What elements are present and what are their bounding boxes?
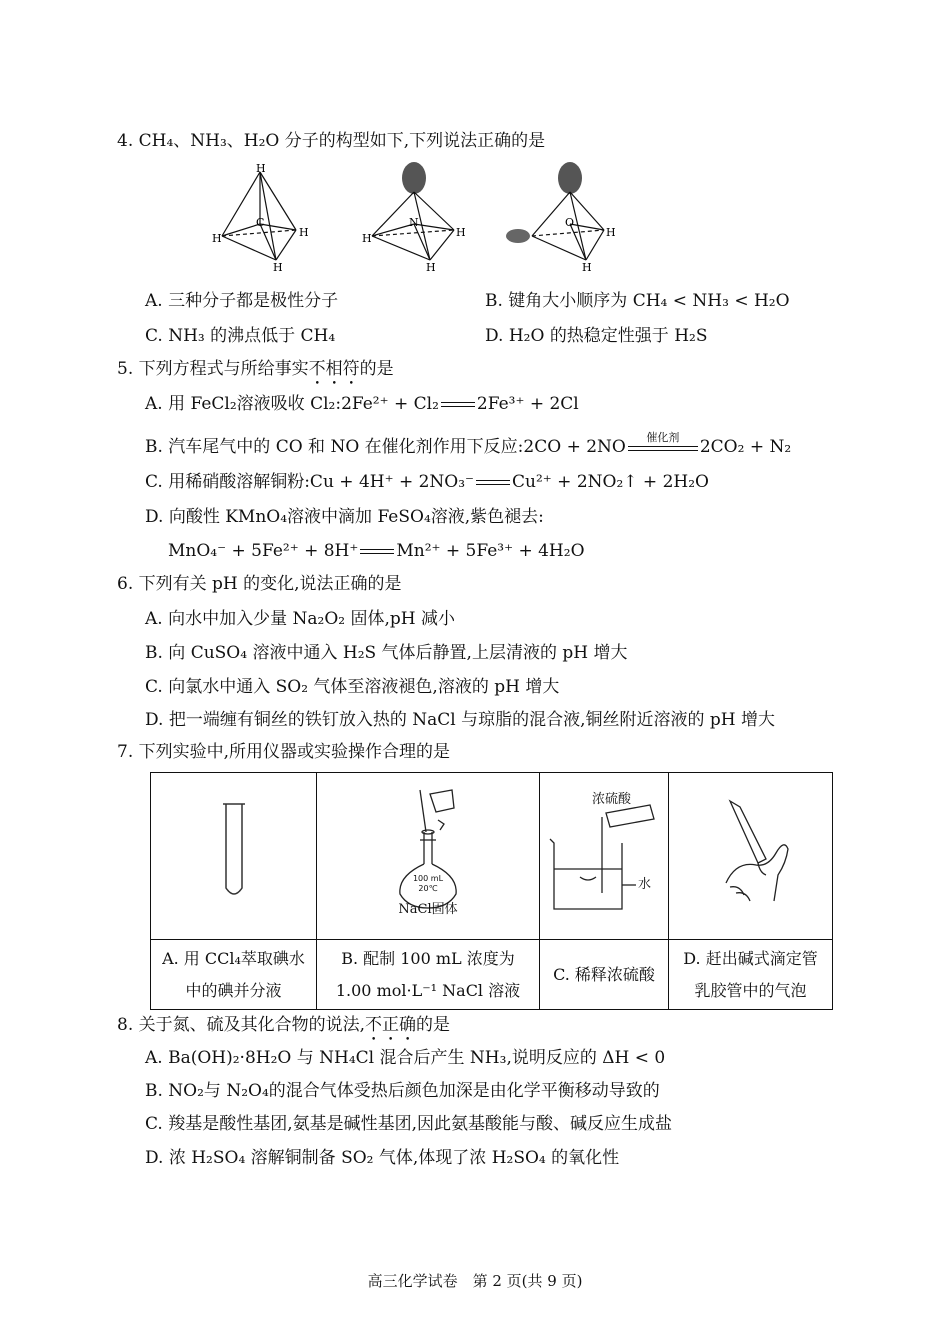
q6-option-b: B. 向 CuSO₄ 溶液中通入 H₂S 气体后静置,上层清液的 pH 增大 [145,643,628,663]
q8-option-d: D. 浓 H₂SO₄ 溶解铜制备 SO₂ 气体,体现了浓 H₂SO₄ 的氧化性 [145,1148,620,1168]
q5-option-a [145,393,579,415]
cell-text-b [317,940,540,1010]
q7-stem: 7. 下列实验中,所用仪器或实验操作合理的是 [117,742,451,762]
q6-stem: 6. 下列有关 pH 的变化,说法正确的是 [117,574,402,594]
q5-stem-emphasis: 不相符 [308,359,360,379]
equals-sign [441,399,475,411]
nacl-solid-label: NaCl固体 [398,902,458,917]
q5-c-products: Cu²⁺ + 2NO₂↑ + 2H₂O [512,472,709,492]
q5-option-d: D. 向酸性 KMnO₄溶液中滴加 FeSO₄溶液,紫色褪去: [145,507,544,527]
h2o-h-bottom: H [582,261,592,274]
catalyst-label: 催化剂 [646,430,680,444]
cell-image-c [540,773,669,940]
q4-option-d: D. H₂O 的热稳定性强于 H₂S [485,326,708,346]
q5-option-d-equation [168,540,585,562]
q5-b-products: 2CO₂ + N₂ [699,437,792,457]
volumetric-flask-icon [368,786,488,916]
cell-image-a [151,773,317,940]
q6-option-c: C. 向氯水中通入 SO₂ 气体至溶液褪色,溶液的 pH 增大 [145,677,560,697]
q8-option-c: C. 羧基是酸性基团,氨基是碱性基团,因此氨基酸能与酸、碱反应生成盐 [145,1114,673,1134]
cell-a-line2: 中的碘并分液 [185,980,282,1000]
cell-text-c: C. 稀释浓硫酸 [540,940,669,1010]
catalyst-arrow [628,430,698,455]
q8-stem-pre: 8. 关于氮、硫及其化合物的说法, [117,1015,366,1035]
ch4-h-right: H [299,226,309,239]
cell-d-line1: D. 赶出碱式滴定管 [683,948,818,968]
nh3-structure [372,162,454,260]
flask-temp-label: 20℃ [418,884,438,893]
q4-stem: 4. CH₄、NH₃、H₂O 分子的构型如下,下列说法正确的是 [117,131,546,151]
flask-volume-label: 100 mL [412,874,444,883]
molecule-structures [200,158,660,278]
q8-stem-post: 的是 [416,1015,451,1035]
h2o-h-right: H [606,226,616,239]
cell-text-a [151,940,317,1010]
cell-b-line1: B. 配制 100 mL 浓度为 [341,948,515,968]
test-tube-icon [204,796,264,906]
q5-stem-post: 的是 [359,359,394,379]
q5-stem [117,358,394,389]
cell-text-d [669,940,833,1010]
burette-hand-icon [696,791,806,911]
q8-option-b: B. NO₂与 N₂O₄的混合气体受热后颜色加深是由化学平衡移动导致的 [145,1081,660,1101]
nh3-n: N [409,216,419,229]
nh3-h-bottom: H [426,261,436,274]
q8-stem-emphasis: 不正确 [365,1015,417,1035]
h2o-o: O [565,216,575,229]
cell-image-b [317,773,540,940]
water-label: 水 [638,877,652,892]
q4-option-c: C. NH₃ 的沸点低于 CH₄ [145,326,336,346]
cell-image-d [669,773,833,940]
q5-option-c [145,471,709,493]
ch4-h-top: H [256,162,266,175]
h2o-structure [506,162,604,260]
nh3-h-right: H [456,226,466,239]
ch4-h-bottom: H [273,261,283,274]
q6-option-d: D. 把一端缠有铜丝的铁钉放入热的 NaCl 与琼脂的混合液,铜丝附近溶液的 pH 增大 [145,710,776,730]
page-footer: 高三化学试卷 第 2 页(共 9 页) [367,1272,583,1290]
cell-d-line2: 乳胶管中的气泡 [694,980,807,1000]
q5-d-reactants: MnO₄⁻ + 5Fe²⁺ + 8H⁺ [168,541,359,561]
cell-b-line2: 1.00 mol·L⁻¹ NaCl 溶液 [335,980,521,1000]
nh3-h-left: H [362,232,372,245]
q5-stem-pre: 5. 下列方程式与所给事实 [117,359,309,379]
q4-option-a: A. 三种分子都是极性分子 [145,291,339,311]
q8-option-a: A. Ba(OH)₂·8H₂O 与 NH₄Cl 混合后产生 NH₃,说明反应的 ΔH < 0 [145,1048,666,1068]
q5-a-products: 2Fe³⁺ + 2Cl [476,394,579,414]
q5-a-reactants: A. 用 FeCl₂溶液吸收 Cl₂:2Fe²⁺ + Cl₂ [145,394,439,414]
cell-a-line1: A. 用 CCl₄萃取碘水 [162,948,305,968]
experiment-table [150,772,833,1010]
q4-option-b: B. 键角大小顺序为 CH₄ < NH₃ < H₂O [485,291,790,311]
conc-sulfuric-acid-label: 浓硫酸 [592,792,632,807]
q8-stem [117,1014,450,1045]
q5-c-reactants: C. 用稀硝酸溶解铜粉:Cu + 4H⁺ + 2NO₃⁻ [145,472,475,492]
q5-b-reactants: B. 汽车尾气中的 CO 和 NO 在催化剂作用下反应:2CO + 2NO [145,437,626,457]
q5-option-b [145,430,792,458]
equals-sign [360,546,394,558]
ch4-h-left: H [212,232,222,245]
equals-sign [476,477,510,489]
ch4-c: C [256,216,265,229]
q6-option-a: A. 向水中加入少量 Na₂O₂ 固体,pH 减小 [145,609,455,629]
q5-d-products: Mn²⁺ + 5Fe³⁺ + 4H₂O [396,541,585,561]
